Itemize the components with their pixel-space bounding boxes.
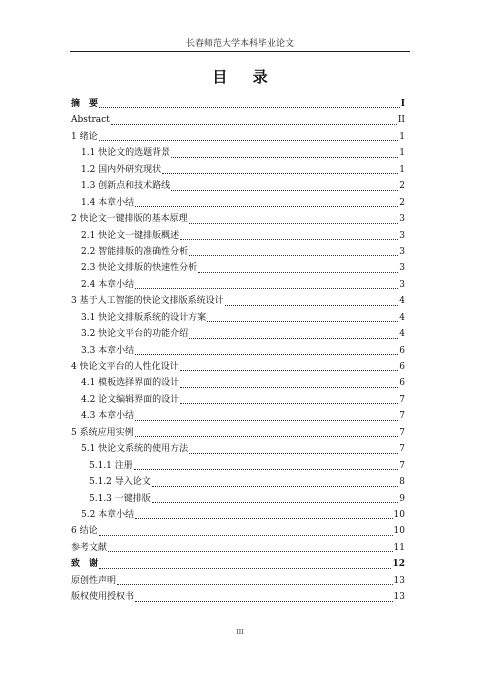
toc-entry-label: 3 基于人工智能的快论文排版系统设计: [71, 296, 224, 307]
toc-entry[interactable]: [69, 260, 405, 276]
toc-entry-label: 4.1 模板选择界面的设计: [81, 378, 180, 389]
toc-entry-page: 13: [393, 592, 405, 603]
toc-entry-page: 8: [399, 477, 405, 488]
dot-leader: [171, 147, 398, 158]
toc-entry[interactable]: [69, 523, 405, 539]
toc-entry[interactable]: [69, 441, 405, 457]
toc-entry-label: 5 系统应用实例: [71, 427, 134, 438]
toc-entry-page: 7: [399, 427, 405, 438]
toc-entry-label: 1.4 本章小结: [81, 197, 135, 208]
dot-leader: [135, 410, 398, 421]
dot-leader: [180, 377, 398, 388]
toc-entry[interactable]: [69, 408, 405, 424]
toc-entry[interactable]: [69, 375, 405, 391]
toc-entry-label: 3.1 快论文排版系统的设计方案: [81, 312, 207, 323]
dot-leader: [135, 591, 393, 602]
toc-entry-page: 4: [399, 329, 405, 340]
dot-leader: [152, 492, 399, 503]
toc-entry-page: 1: [399, 164, 405, 175]
page-number: III: [236, 629, 244, 636]
toc-entry[interactable]: [69, 343, 405, 359]
dot-leader: [135, 426, 399, 437]
toc-entry-label: 5.1.3 一键排版: [89, 493, 151, 504]
dot-leader: [108, 541, 393, 552]
toc-entry[interactable]: [69, 326, 405, 342]
dot-leader: [225, 295, 399, 306]
dot-leader: [135, 508, 392, 519]
toc-entry-page: 2: [399, 197, 405, 208]
toc-entry-page: 3: [399, 214, 405, 225]
toc-entry-label: 1 绪论: [71, 131, 98, 142]
running-header: 长春师范大学本科毕业论文: [185, 39, 294, 49]
toc-entry[interactable]: [69, 556, 405, 572]
toc-entry-label: 6 结论: [71, 526, 98, 537]
toc-entry-page: 10: [393, 509, 405, 520]
dot-leader: [117, 574, 393, 585]
dot-leader: [207, 311, 398, 322]
toc-entry-page: 6: [399, 378, 405, 389]
toc-entry-label: 1.2 国内外研究现状: [81, 164, 162, 175]
toc-entry-label: 5.2 本章小结: [81, 509, 135, 520]
toc-entry[interactable]: [69, 392, 405, 408]
toc-entry[interactable]: [69, 112, 405, 128]
toc-entry-label: 3.3 本章小结: [81, 345, 135, 356]
toc-entry-page: II: [397, 115, 405, 126]
toc-entry-page: 3: [399, 279, 405, 290]
toc-entry-label: 4.3 本章小结: [81, 411, 135, 422]
toc-entry-label: 5.1.2 导入论文: [89, 477, 151, 488]
toc-entry[interactable]: [69, 211, 405, 227]
toc-entry-label: 2.3 快论文排版的快速性分析: [81, 263, 198, 274]
toc-entry[interactable]: [69, 178, 405, 194]
toc-entry[interactable]: [69, 244, 405, 260]
toc-entry-label: 1.3 创新点和技术路线: [81, 181, 171, 192]
toc-entry[interactable]: [69, 589, 405, 605]
dot-leader: [99, 97, 400, 108]
toc-entry[interactable]: [69, 277, 405, 293]
dot-leader: [189, 213, 399, 224]
toc-entry-page: 7: [399, 394, 405, 405]
toc-entry-label: 3.2 快论文平台的功能介绍: [81, 329, 189, 340]
dot-leader: [99, 525, 393, 536]
toc-entry-label: 2 快论文一键排版的基本原理: [71, 214, 188, 225]
toc-entry[interactable]: [69, 310, 405, 326]
toc-entry-page: 2: [399, 181, 405, 192]
dot-leader: [152, 476, 399, 487]
toc-entry-label: 2.1 快论文一键排版概述: [81, 230, 180, 241]
header-rule: [70, 51, 410, 52]
toc-entry[interactable]: [69, 162, 405, 178]
toc-entry-page: 9: [399, 493, 405, 504]
toc-entry-page: 6: [399, 345, 405, 356]
toc-entry-page: 3: [399, 246, 405, 257]
toc-entry[interactable]: [69, 458, 405, 474]
toc-entry-page: 7: [399, 460, 405, 471]
toc-entry[interactable]: [69, 573, 405, 589]
toc-entry-page: 4: [399, 312, 405, 323]
toc-entry[interactable]: [69, 129, 405, 145]
toc-entry[interactable]: [69, 425, 405, 441]
toc-entry-page: 6: [399, 362, 405, 372]
table-of-contents: [69, 96, 405, 606]
dot-leader: [134, 459, 399, 470]
toc-entry-page: 7: [399, 444, 405, 455]
toc-entry[interactable]: [69, 507, 405, 523]
toc-entry-label: 原创性声明: [71, 575, 117, 586]
dot-leader: [99, 130, 399, 141]
toc-entry[interactable]: [69, 293, 405, 309]
toc-entry-page: 4: [399, 296, 405, 307]
toc-entry[interactable]: [69, 228, 405, 244]
dot-leader: [189, 328, 398, 339]
dot-leader: [180, 229, 398, 240]
toc-entry-page: 12: [392, 559, 405, 570]
dot-leader: [135, 196, 398, 207]
toc-entry[interactable]: [69, 145, 405, 161]
toc-entry-label: 5.1 快论文系统的使用方法: [81, 444, 189, 455]
dot-leader: [198, 262, 398, 273]
dot-leader: [180, 393, 398, 404]
toc-entry-page: 13: [393, 575, 405, 586]
toc-entry-label: 4 快论文平台的人性化设计: [71, 362, 179, 372]
toc-entry[interactable]: [69, 491, 405, 507]
toc-entry[interactable]: [69, 195, 405, 211]
dot-leader: [162, 163, 398, 174]
toc-entry[interactable]: [69, 540, 405, 556]
toc-entry-label: 版权使用授权书: [71, 592, 135, 603]
toc-entry-page: 1: [399, 148, 405, 159]
dot-leader: [180, 360, 399, 371]
dot-leader: [111, 114, 397, 125]
toc-entry-page: 7: [399, 411, 405, 422]
toc-entry-label: 5.1.1 注册: [89, 460, 133, 471]
page-title: 目 录: [212, 68, 278, 86]
dot-leader: [135, 278, 398, 289]
toc-entry-label: 1.1 快论文的选题背景: [81, 148, 171, 159]
toc-entry-label: 2.2 智能排版的准确性分析: [81, 246, 189, 257]
toc-entry-page: I: [400, 99, 405, 109]
dot-leader: [99, 558, 391, 569]
toc-entry-page: 10: [393, 526, 405, 537]
toc-entry[interactable]: [69, 359, 405, 375]
toc-entry-page: 3: [399, 263, 405, 274]
dot-leader: [189, 245, 398, 256]
toc-entry-label: 摘 要: [71, 99, 99, 109]
toc-entry[interactable]: [69, 96, 405, 112]
toc-entry-page: 11: [393, 542, 405, 553]
dot-leader: [135, 344, 398, 355]
toc-entry-label: Abstract: [71, 115, 110, 126]
toc-entry-page: 1: [399, 131, 405, 142]
toc-entry-label: 致 谢: [71, 559, 99, 570]
toc-entry-label: 参考文献: [71, 542, 108, 553]
toc-entry-label: 2.4 本章小结: [81, 279, 135, 290]
dot-leader: [171, 180, 398, 191]
toc-entry-label: 4.2 论文编辑界面的设计: [81, 394, 180, 405]
dot-leader: [189, 443, 398, 454]
toc-entry-page: 3: [399, 230, 405, 241]
toc-entry[interactable]: [69, 474, 405, 490]
